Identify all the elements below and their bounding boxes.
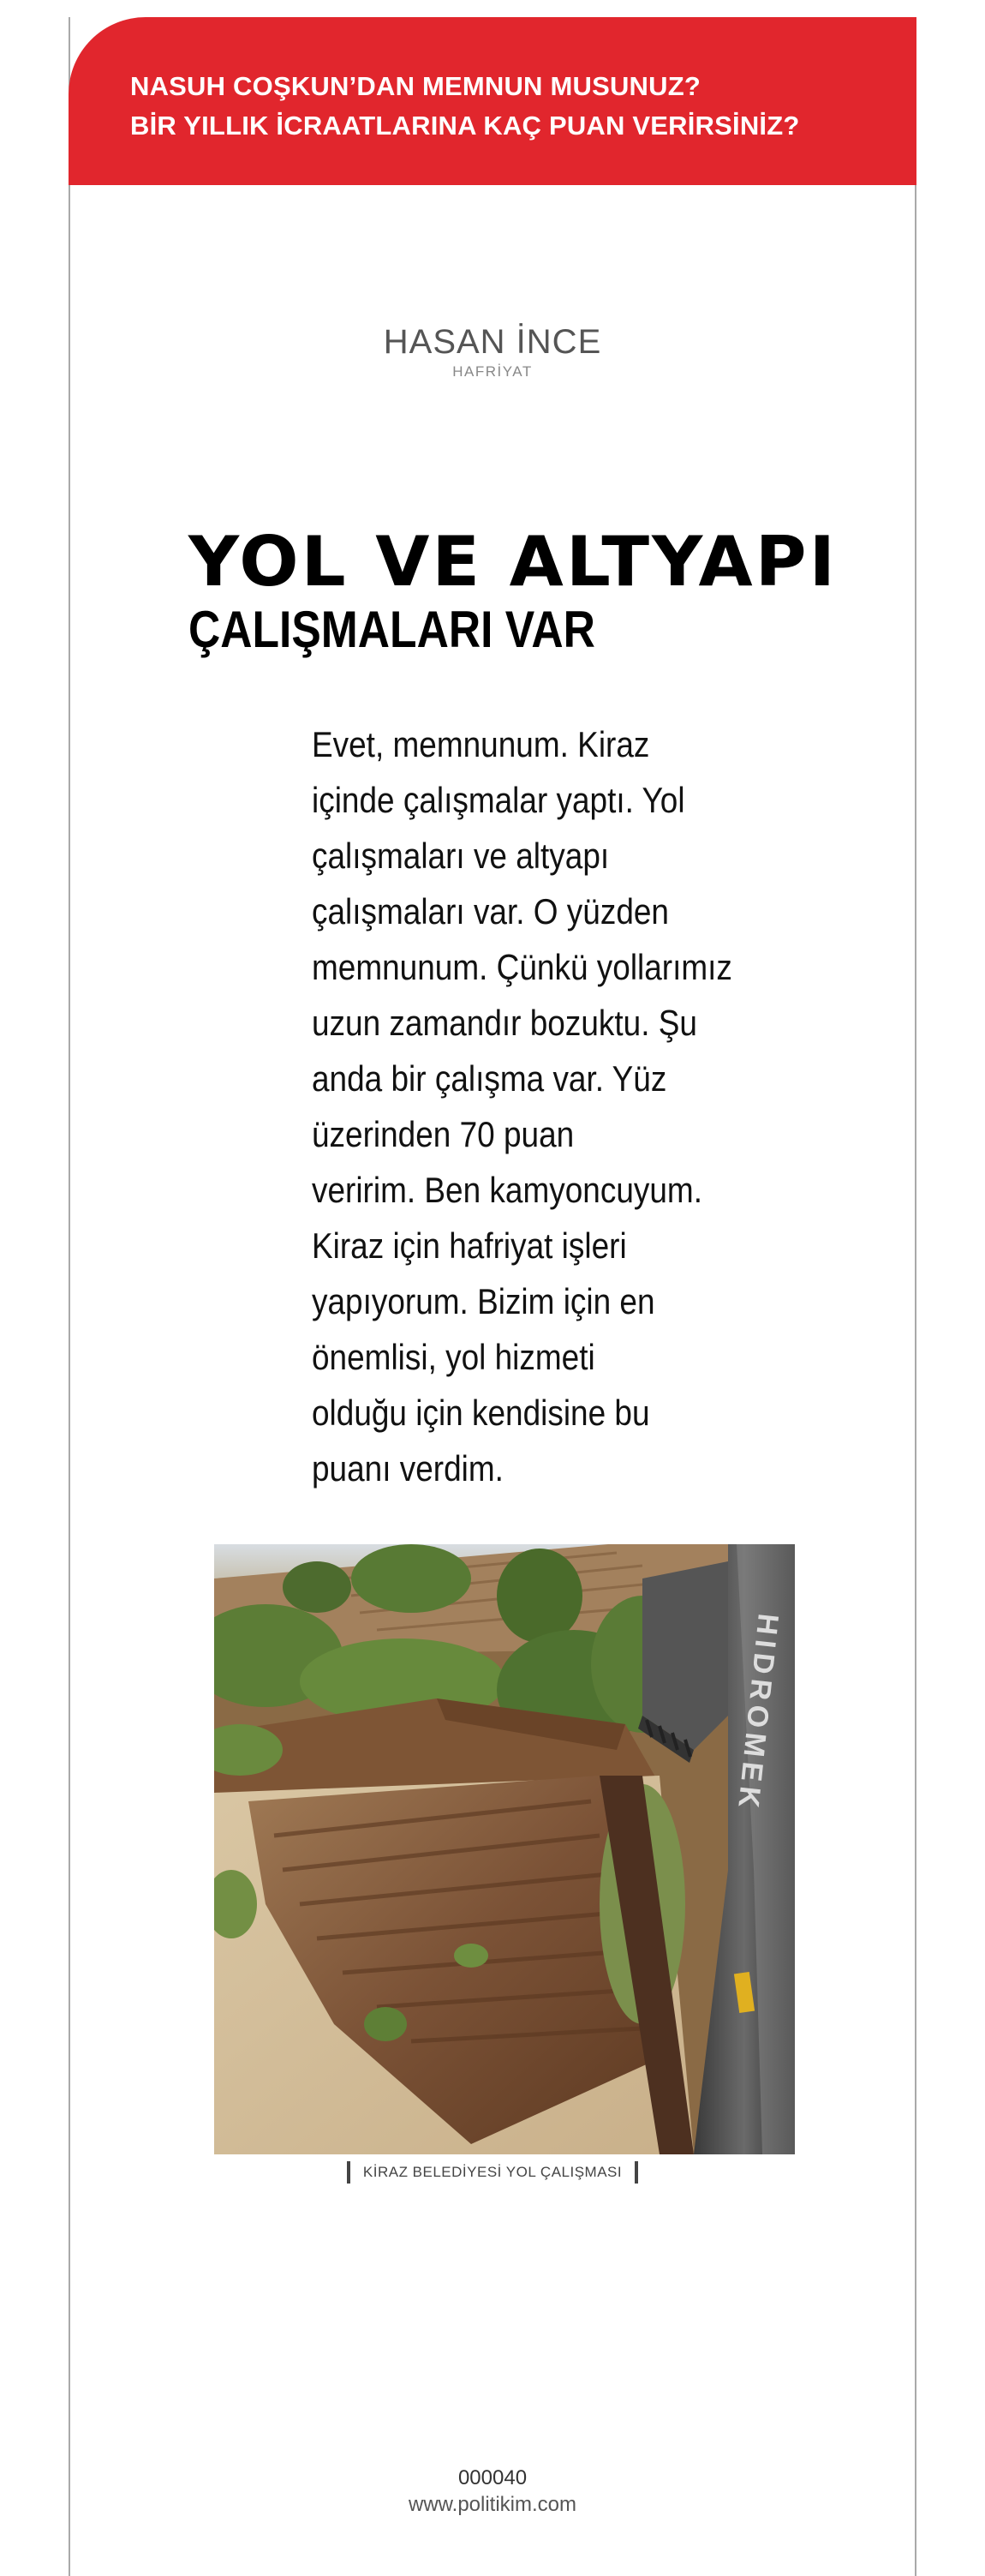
author-byline (0, 322, 985, 380)
page-number: 000040 (457, 2466, 528, 2489)
caption-divider-left (347, 2161, 350, 2184)
headline-line-1: YOL VE ALTYAPI (188, 522, 839, 602)
answer-line: üzerinden 70 puan (312, 1114, 575, 1154)
answer-line: yapıyorum. Bizim için en (312, 1281, 655, 1321)
banner-question-line-2: BİR YILLIK İCRAATLARINA KAÇ PUAN VERİRSİNİZ? (130, 111, 800, 141)
answer-line: puanı verdim. (312, 1448, 504, 1489)
answer-line: çalışmaları ve altyapı (312, 836, 610, 876)
photo-caption (0, 2161, 985, 2184)
answer-line: Kiraz için hafriyat işleri (312, 1225, 627, 1266)
website-url: www.politikim.com (408, 2493, 577, 2516)
page-footer (0, 2465, 985, 2519)
excavator-brand-text: HIDROMEK (731, 1612, 785, 1814)
answer-line: uzun zamandır bozuktu. Şu (312, 1003, 697, 1043)
answer-line: Evet, memnunum. Kiraz (312, 724, 650, 764)
photo-caption-text: KİRAZ BELEDİYESİ YOL ÇALIŞMASI (362, 2164, 623, 2180)
answer-line: çalışmaları var. O yüzden (312, 891, 669, 932)
author-occupation: HAFRİYAT (452, 363, 533, 380)
caption-divider-right (635, 2161, 638, 2184)
answer-line: içinde çalışmalar yaptı. Yol (312, 780, 685, 820)
banner-question-line-1: NASUH COŞKUN’DAN MEMNUN MUSUNUZ? (130, 71, 701, 101)
answer-line: memnunum. Çünkü yollarımız (312, 947, 732, 987)
answer-line: veririm. Ben kamyoncuyum. (312, 1170, 702, 1210)
interview-answer (312, 716, 791, 1496)
article-headline (188, 524, 874, 660)
question-banner (69, 17, 916, 185)
answer-line: önemlisi, yol hizmeti (312, 1337, 595, 1377)
answer-line: olduğu için kendisine bu (312, 1393, 650, 1433)
road-work-photo (214, 1544, 795, 2154)
author-name: HASAN İNCE (383, 323, 602, 361)
answer-line: anda bir çalışma var. Yüz (312, 1058, 667, 1099)
headline-line-2: ÇALIŞMALARI VAR (188, 601, 595, 658)
